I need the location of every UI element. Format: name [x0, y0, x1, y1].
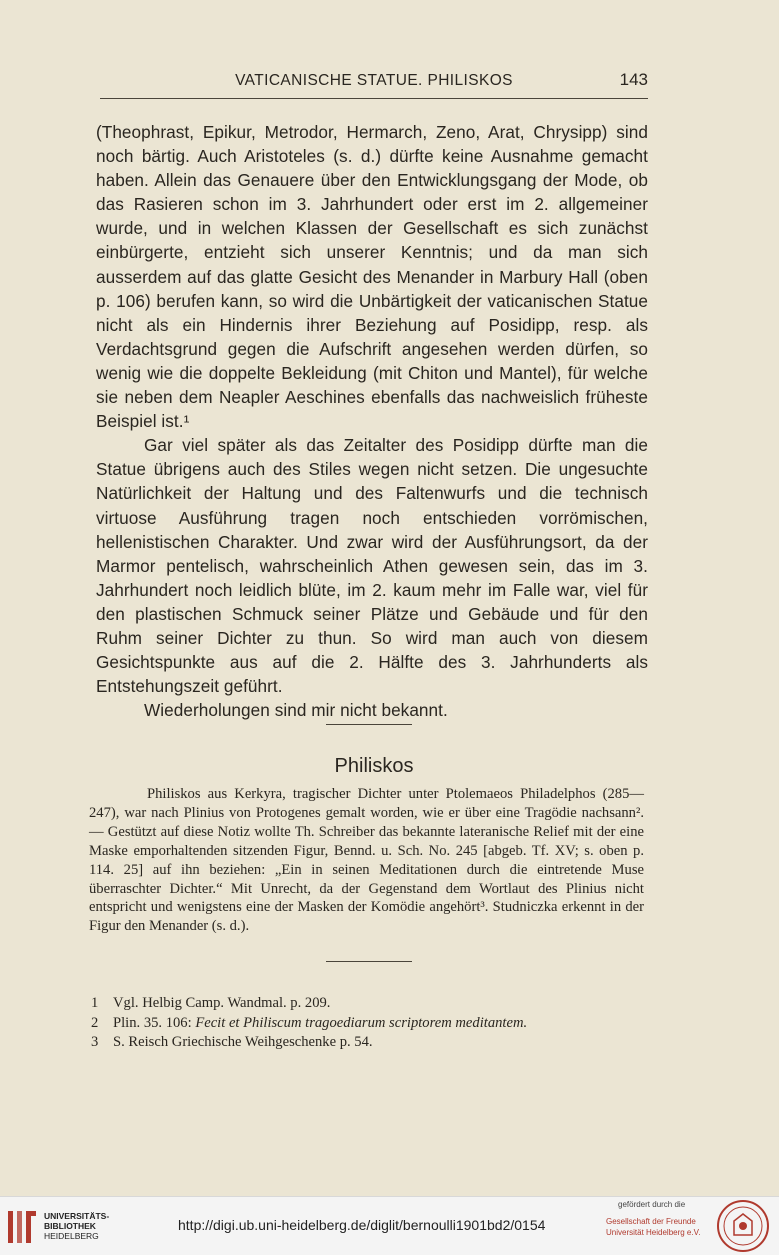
university-seal-icon — [716, 1199, 770, 1253]
footnote-text: Plin. 35. 106: Fecit et Philiscum tragoediarum scriptorem meditantem. — [113, 1014, 528, 1031]
paragraph: Philiskos aus Kerkyra, tragischer Dichter unter Ptolemaeos Philadelphos (285—247), war nach Plinius von Protogenes gemalt worden, wie er über eine Tragödie nachsann². — Gestützt auf diese Notiz wollte Th. Schreiber das bekannte lateranische Relief mit der eine Maske emporhaltenden sitzenden Figur, Bennd. u. Sch. No. 245 [abgeb. Tf. XV; s. oben p. 114. 25] auf ihn beziehen: „Ein in seinen Meditationen durch die eintretende Muse überraschter Dichter.“ Mit Unrecht, da der Gegenstand dem Wortlaut des Plinius nicht entspricht und wenigstens eine der Masken der Komödie angehört³. Studniczka erkennt in der Figur den Menander (s. d.). — [89, 786, 644, 935]
library-logo-icon — [6, 1207, 38, 1247]
footnote-text: S. Reisch Griechische Weihgeschenke p. 54. — [113, 1034, 373, 1051]
footnote-number: 3 — [91, 1034, 99, 1051]
sponsor-label: gefördert durch die — [618, 1200, 686, 1209]
running-title: VATICANISCHE STATUE. PHILISKOS — [235, 72, 513, 89]
main-text — [96, 120, 648, 722]
paragraph: Gar viel später als das Zeitalter des Posidipp dürfte man die Statue übrigens auch des Stiles wegen nicht setzen. Die ungesuchte Natürlichkeit der Haltung und des Faltenwurfs und die technisch virtuose Ausführung tragen noch entschieden vorrömischen, hellenistischen Charakter. Und zwar wird der Ausführungsort, da der Marmor pentelisch, wahrscheinlich Athen gewesen sein, das im 3. Jahrhundert noch leidlich blüte, im 2. kaum mehr im Falle war, viel für den plastischen Schmuck seiner Plätze und Gebäude und für den Ruhm seiner Dichter zu thun. So wird man auch von diesem Gesichtspunkte aus auf die 2. Hälfte des 3. Jahrhunderts als Entstehungszeit geführt. — [96, 435, 648, 697]
section-divider — [326, 724, 412, 725]
footnotes — [89, 994, 649, 1053]
library-name: UNIVERSITÄTS- BIBLIOTHEK HEIDELBERG — [44, 1211, 110, 1241]
running-head — [100, 70, 648, 99]
footnote-number: 1 — [91, 995, 99, 1011]
footnote-quote: Fecit et Philiscum tragoediarum scriptorem meditantem. — [195, 1014, 528, 1031]
page-number: 143 — [619, 70, 648, 89]
footnote-text: Vgl. Helbig Camp. Wandmal. p. 209. — [113, 995, 331, 1011]
footnote-number: 2 — [91, 1014, 99, 1031]
footnote — [89, 1033, 649, 1053]
section-text — [89, 785, 644, 936]
paragraph: Wiederholungen sind mir nicht bekannt. — [144, 700, 448, 721]
sponsor-name: Universität Heidelberg e.V. — [606, 1228, 701, 1237]
footer-bar — [0, 1196, 779, 1255]
sponsor-name: Gesellschaft der Freunde — [606, 1217, 696, 1226]
paragraph: (Theophrast, Epikur, Metrodor, Hermarch, Zeno, Arat, Chrysipp) sind noch bärtig. Auch Aristoteles (s. d.) dürfte keine Ausnahme gemacht haben. Allein das Genauere über den Entwicklungsgang der Mode, ob das Rasieren schon im 3. Jahrhundert oder erst im 2. allgemeiner wurde, und in welchen Klassen der Gesellschaft es sich zunächst einbürgerte, entzieht sich unserer Kenntnis; und da man sich ausserdem auf das glatte Gesicht des Menander in Marbury Hall (oben p. 106) berufen kann, so wird die Unbärtigkeit der vaticanischen Statue nicht als ein Hindernis ihrer Beziehung auf Posidipp, resp. als Verdachtsgrund gegen die Aufschrift angesehen werden dürfen, so wenig wie die doppelte Bekleidung (mit Chiton und Mantel), für welche sie neben dem Neapler Aeschines ebenfalls das nachweislich früheste Beispiel ist.¹ — [96, 122, 648, 432]
footnote-divider — [326, 961, 412, 962]
section-heading: Philiskos — [334, 755, 414, 777]
footnote — [89, 994, 649, 1014]
permalink-url[interactable]: http://digi.ub.uni-heidelberg.de/diglit/bernoulli1901bd2/0154 — [178, 1217, 546, 1233]
footnote — [89, 1014, 649, 1034]
